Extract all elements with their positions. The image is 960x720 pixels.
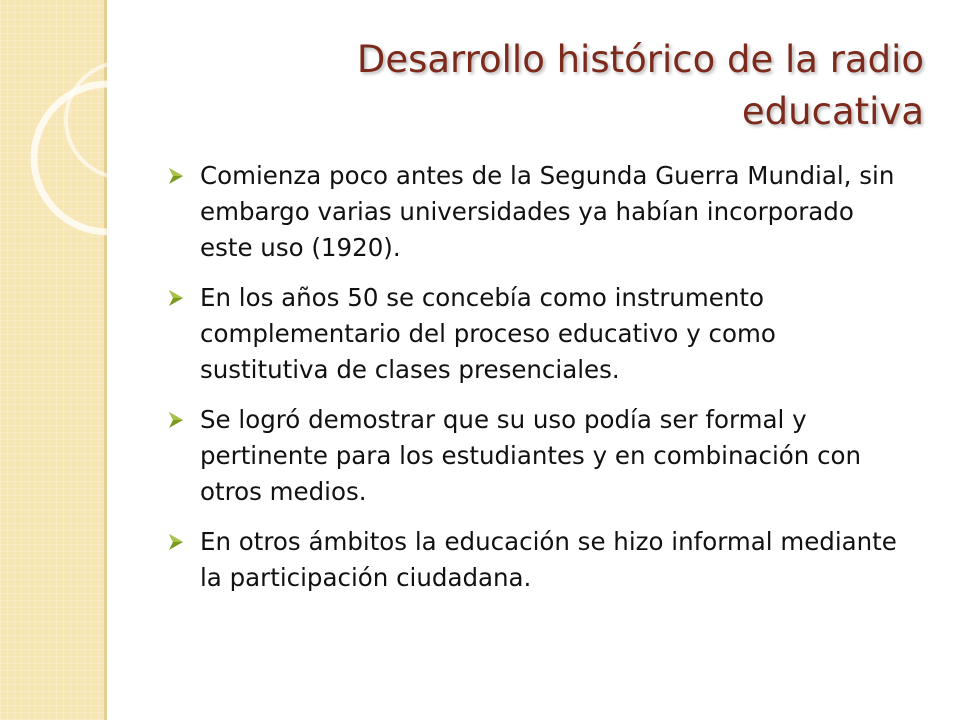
bullet-item	[168, 402, 908, 510]
bullet-text: Se logró demostrar que su uso podía ser formal y pertinente para los estudiantes y en combinación con otros medios.	[200, 405, 862, 506]
bullet-list	[168, 158, 908, 610]
arrow-bullet-icon	[168, 167, 184, 185]
slide-title: Desarrollo histórico de la radio educativa	[356, 38, 924, 133]
bullet-item	[168, 524, 908, 596]
large-ring	[34, 84, 182, 232]
arrow-bullet-icon	[168, 533, 184, 551]
arrow-bullet-icon	[168, 411, 184, 429]
bullet-text: Comienza poco antes de la Segunda Guerra Mundial, sin embargo varias universidades ya habían incorporado este uso (1920).	[200, 161, 895, 262]
bullet-text: En los años 50 se concebía como instrumento complementario del proceso educativo y como sustitutiva de clases presenciales.	[200, 283, 776, 384]
bullet-item	[168, 280, 908, 388]
bullet-item	[168, 158, 908, 266]
arrow-bullet-icon	[168, 289, 184, 307]
bullet-text: En otros ámbitos la educación se hizo informal mediante la participación ciudadana.	[200, 527, 897, 592]
small-ring	[66, 62, 182, 178]
